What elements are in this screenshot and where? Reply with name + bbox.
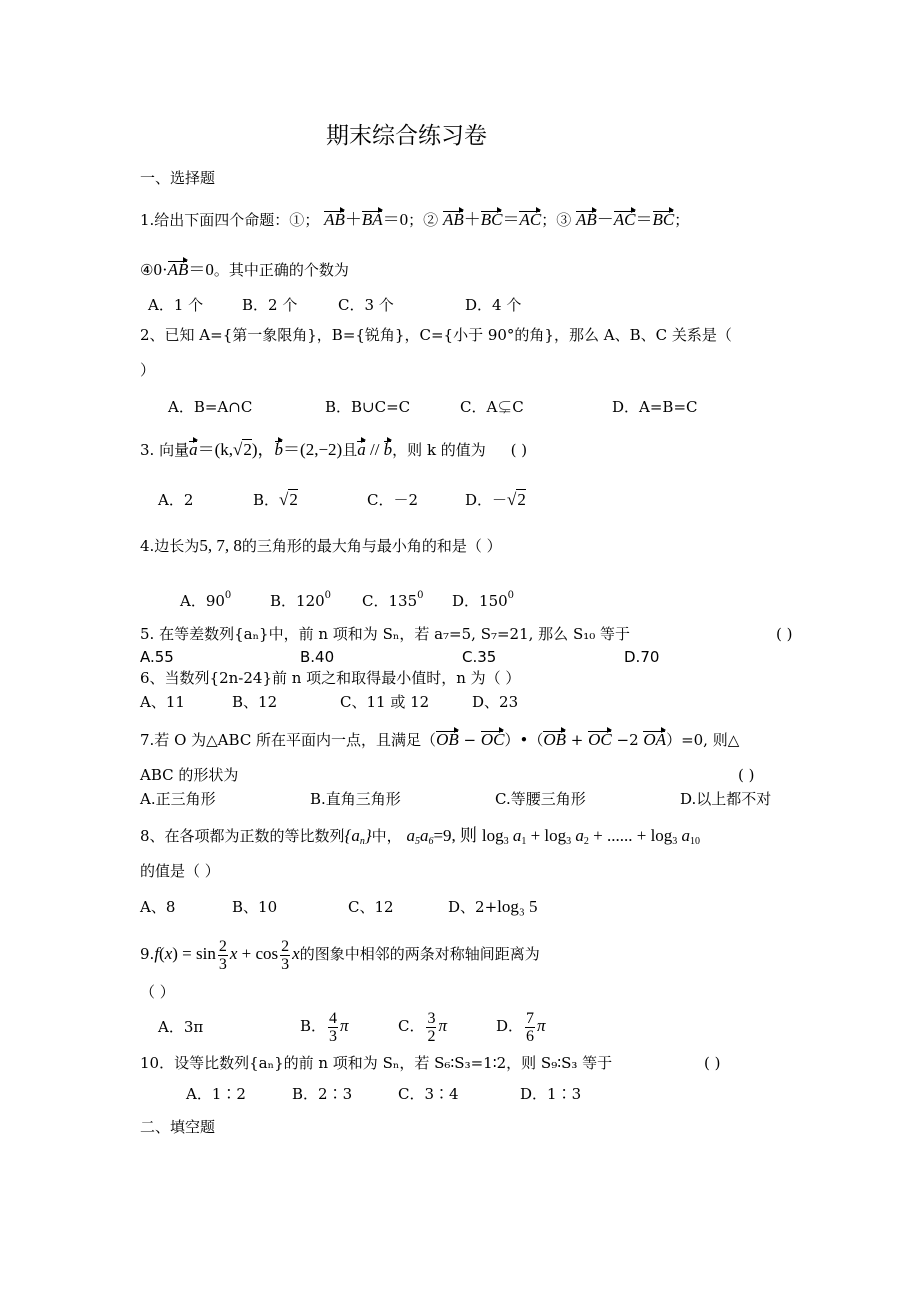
page-title: 期末综合练习卷 <box>326 123 487 149</box>
q7-option-b: B.直角三角形 <box>310 790 401 808</box>
q8-line2: 的值是（ ） <box>140 862 220 880</box>
q9-option-a: A．3π <box>158 1018 204 1036</box>
section-choice: 一、选择题 <box>140 169 216 187</box>
q3-option-d: D．－√2 <box>465 490 526 509</box>
q7-option-a: A.正三角形 <box>140 790 216 808</box>
q5-option-d: D.70 <box>624 648 660 666</box>
q3-text: 3. 向量a＝(k,√2)，b＝(2,−2)且a // b，则 k 的值为 ( ) <box>140 440 528 459</box>
q8-option-b: B、10 <box>232 898 278 916</box>
q9-option-c: C． $\frac{3}{2}$ π <box>398 1009 448 1045</box>
q1-line2: ④0·AB＝0。其中正确的个数为 <box>140 260 349 279</box>
q8-option-d: D、2+log₃ 5 <box>448 897 538 916</box>
q5-text: 5. 在等差数列{aₙ}中，前 n 项和为 Sₙ，若 a₇=5, S₇=21, 那么 S₁₀ 等于 <box>140 625 631 643</box>
q2-option-d: D．A=B=C <box>612 398 698 416</box>
q10-option-c: C．3∶4 <box>398 1085 459 1103</box>
q5-option-c: C.35 <box>462 648 497 666</box>
q8-option-c: C、12 <box>348 898 394 916</box>
q1-line1: 1.给出下面四个命题：①； AB＋BA＝0；② AB＋BC＝AC；③ AB－AC＝BC； <box>140 210 690 229</box>
q10-option-b: B．2∶3 <box>292 1085 353 1103</box>
q8-option-a: A、8 <box>140 898 176 916</box>
q6-option-b: B、12 <box>232 693 278 711</box>
q6-option-c: C、11 或 12 <box>340 693 430 711</box>
q3-option-b: B．√2 <box>253 490 298 509</box>
q2-option-c: C．A⊊C <box>460 398 524 416</box>
q10-text: 10．设等比数列{aₙ}的前 n 项和为 Sₙ，若 S₆∶S₃=1∶2，则 S₉∶S₃ 等于 <box>140 1054 613 1072</box>
q4-option-c: C．$135^0$ <box>362 590 424 610</box>
q6-text: 6、当数列{2n-24}前 n 项之和取得最小值时，n 为（ ） <box>140 669 521 687</box>
q1-option-c: C．3 个 <box>338 296 394 314</box>
section-fill: 二、填空题 <box>140 1118 216 1136</box>
q5-option-a: A.55 <box>140 648 174 666</box>
q9-option-b: B． $\frac{4}{3}$ π <box>300 1009 349 1045</box>
q1-option-d: D．4 个 <box>465 296 522 314</box>
q10-option-a: A．1∶2 <box>186 1085 246 1103</box>
q5-paren: ( ) <box>776 625 793 643</box>
q7-option-d: D.以上都不对 <box>680 790 772 808</box>
q1-option-b: B．2 个 <box>242 296 298 314</box>
q9-option-d: D． $\frac{7}{6}$ π <box>496 1009 546 1045</box>
q5-option-b: B.40 <box>300 648 335 666</box>
q4-option-d: D．$150^0$ <box>452 590 515 610</box>
q7-paren: ( ) <box>738 766 755 784</box>
q6-option-d: D、23 <box>472 693 519 711</box>
q10-paren: ( ) <box>704 1054 721 1072</box>
q2-close: ） <box>140 361 156 379</box>
q2-option-a: A．B=A∩C <box>168 398 253 416</box>
q1-option-a: A．1 个 <box>148 296 204 314</box>
q4-option-b: B．$120^0$ <box>270 590 332 610</box>
q9-paren: （ ） <box>140 983 175 1001</box>
q2-option-b: B．B∪C=C <box>325 398 411 416</box>
q8-line1: 8、在各项都为正数的等比数列$\{a_n\}$中， $a_5a_6=9$, 则 $\log_3 a_1 + \log_3 a_2$ + ...... + $\log_3 a_{10}$ <box>140 826 701 847</box>
q6-option-a: A、11 <box>140 693 185 711</box>
q3-option-a: A．2 <box>158 491 194 509</box>
q3-option-c: C．－2 <box>367 491 419 509</box>
q7-line1: 7.若 O 为△ABC 所在平面内一点，且满足（OB − OC）•（OB + OC −2 OA）=0, 则△ <box>140 730 740 749</box>
q7-option-c: C.等腰三角形 <box>495 790 586 808</box>
q4-option-a: A．$90^0$ <box>180 590 232 610</box>
q9-line1: 9.f(x) = sin $\frac{2}{3}$ x + cos $\frac{2}{3}$ x的图象中相邻的两条对称轴间距离为 <box>140 937 540 973</box>
q7-line2: ABC 的形状为 <box>140 766 239 784</box>
q10-option-d: D．1∶3 <box>520 1085 582 1103</box>
q4-text: 4.边长为5, 7, 8的三角形的最大角与最小角的和是（ ） <box>140 536 502 555</box>
q2-text: 2、已知 A={第一象限角}，B={锐角}，C={小于 90°的角}，那么 A、B、C 关系是（ <box>140 326 732 344</box>
